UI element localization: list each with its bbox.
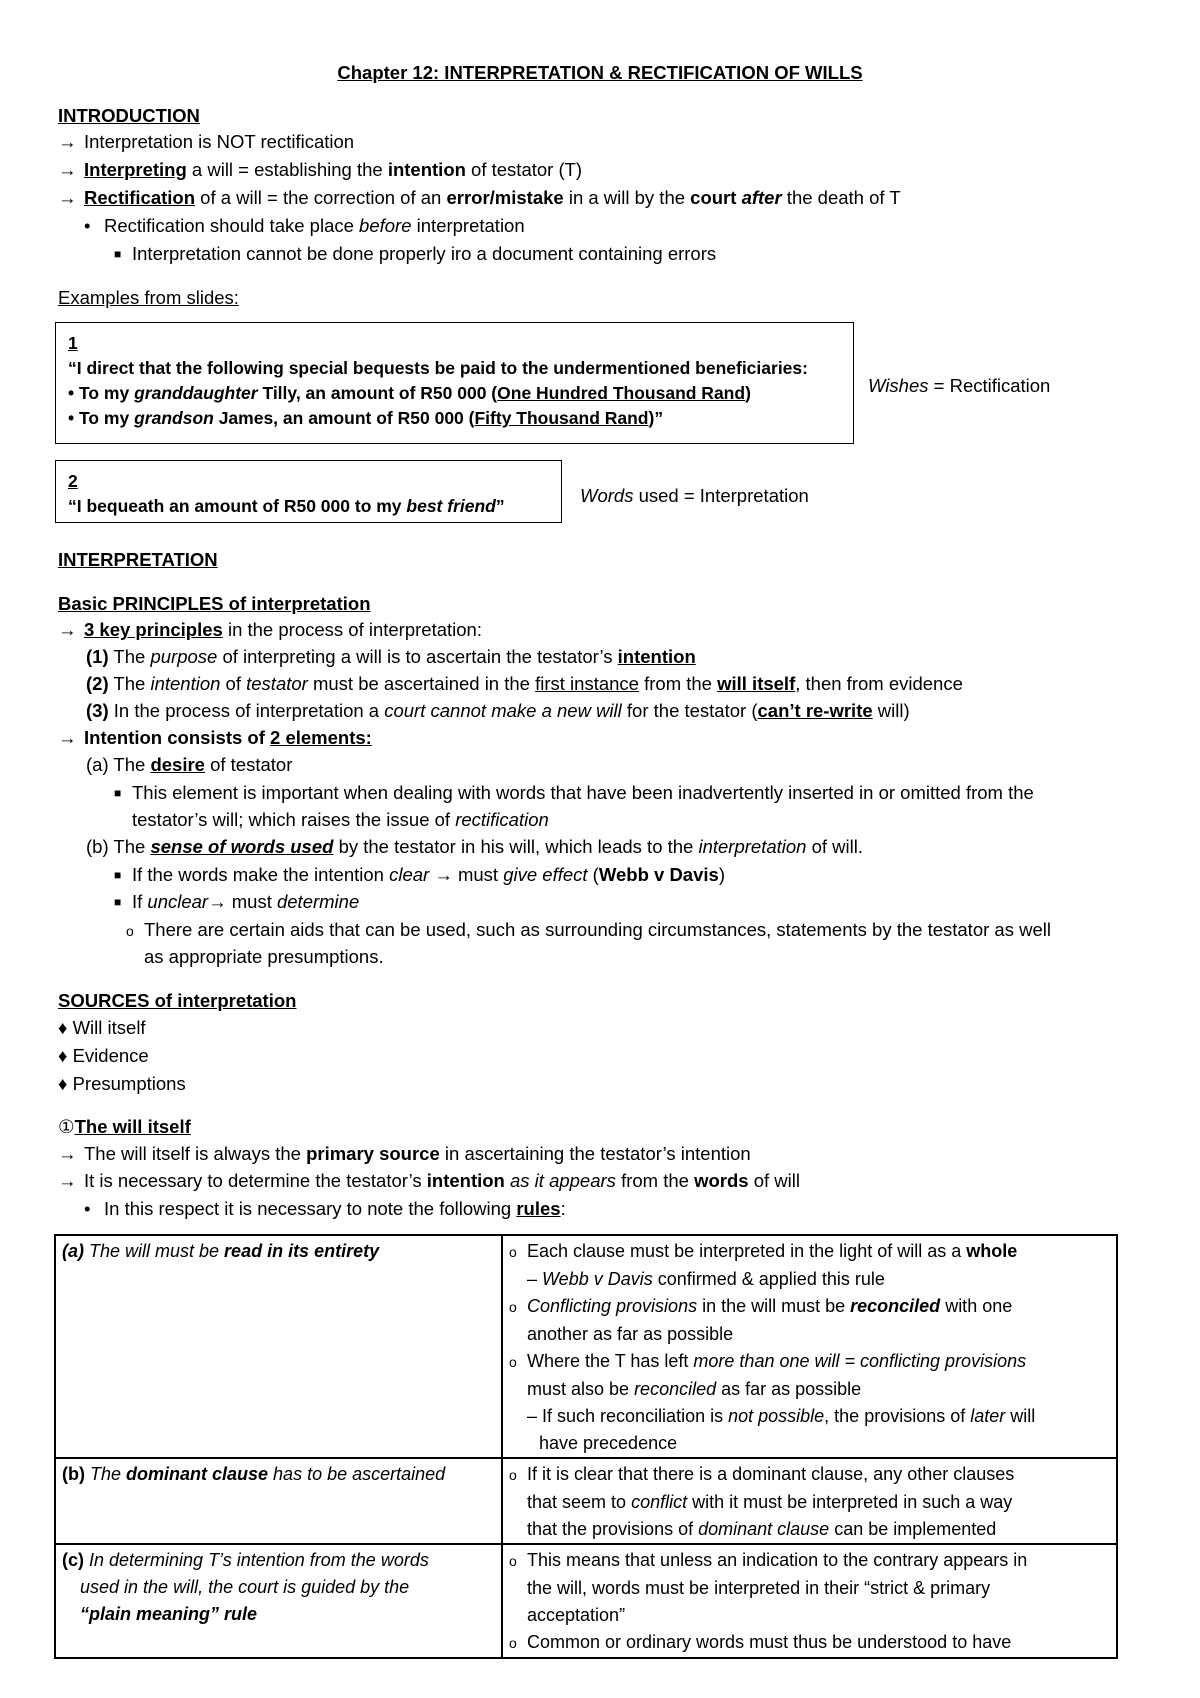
principle-2: (2) The intention of testator must be ascertained in the first instance from the will itself, then from evidence bbox=[86, 673, 963, 694]
page-title: Chapter 12: INTERPRETATION & RECTIFICATION OF WILLS bbox=[337, 62, 863, 83]
arrow-icon: → bbox=[58, 187, 77, 208]
example-2-number: 2 bbox=[68, 471, 78, 491]
diamond-bullet-icon: ♦ bbox=[58, 1045, 73, 1066]
basic-principles-heading: Basic PRINCIPLES of interpretation bbox=[58, 593, 371, 614]
example-1-box bbox=[55, 322, 854, 444]
intro-sub-2: ■ Interpretation cannot be done properly iro a document containing errors bbox=[114, 240, 716, 269]
intro-heading: INTRODUCTION bbox=[58, 105, 200, 126]
element-b: (b) The sense of words used by the testator in his will, which leads to the interpretation of will. bbox=[86, 836, 864, 857]
examples-heading: Examples from slides: bbox=[58, 287, 239, 308]
bullet-icon: • bbox=[84, 215, 91, 236]
source-item: ♦ Presumptions bbox=[58, 1073, 186, 1094]
arrow-icon: → bbox=[58, 159, 77, 180]
element-b-sub-3-cont: as appropriate presumptions. bbox=[144, 946, 384, 967]
table-row bbox=[55, 1544, 1117, 1658]
example-1-line-1: “I direct that the following special bequests be paid to the undermentioned beneficiaries: bbox=[68, 358, 808, 378]
example-1-line-2: • To my granddaughter Tilly, an amount of R50 000 (One Hundred Thousand Rand) bbox=[68, 383, 751, 403]
example-1-note: Wishes = Rectification bbox=[868, 375, 1051, 396]
intro-line-3: → Rectification of a will = the correction of an error/mistake in a will by the court after the death of T bbox=[58, 184, 901, 212]
will-itself-heading: ①The will itself bbox=[58, 1116, 191, 1137]
key-principles-line: → 3 key principles in the process of interpretation: bbox=[58, 616, 482, 644]
arrow-icon: → bbox=[58, 131, 77, 152]
circle-bullet-icon: o bbox=[509, 1553, 517, 1569]
circle-bullet-icon: o bbox=[126, 923, 134, 939]
rule-a-detail: o Each clause must be interpreted in the light of will as a whole – Webb v Davis confirmed & applied this rule o Conflicting provisions in the will must be reconciled with one another as far as possible o Where the T has left more than one will = conflicting provisions must also be reconciled as far as possible – If such reconciliation is not possible, the provisions of later will have precedence bbox=[502, 1235, 1117, 1458]
will-itself-line-1: → The will itself is always the primary source in ascertaining the testator’s intention bbox=[58, 1140, 751, 1168]
table-row bbox=[55, 1235, 1117, 1458]
circled-one-icon: ① bbox=[58, 1116, 75, 1137]
example-2-box bbox=[55, 460, 562, 523]
example-1-number: 1 bbox=[68, 333, 78, 353]
rule-c-detail: o This means that unless an indication to the contrary appears in the will, words must be interpreted in their “strict & primary acceptation” o Common or ordinary words must thus be understood to have bbox=[502, 1544, 1117, 1658]
intro-sub-1: • Rectification should take place before interpretation bbox=[84, 212, 525, 240]
interpretation-heading: INTERPRETATION bbox=[58, 549, 218, 570]
rule-b-cell: (b) The dominant clause has to be ascertained bbox=[55, 1458, 502, 1544]
square-bullet-icon: ■ bbox=[114, 868, 122, 882]
principle-1: (1) The purpose of interpreting a will is to ascertain the testator’s intention bbox=[86, 646, 696, 667]
element-b-sub-3: o There are certain aids that can be used, such as surrounding circumstances, statements by the testator as well bbox=[126, 916, 1051, 946]
source-item: ♦ Will itself bbox=[58, 1017, 146, 1038]
rules-table bbox=[54, 1234, 1118, 1659]
intention-elements-line: → Intention consists of 2 elements: bbox=[58, 724, 372, 752]
circle-bullet-icon: o bbox=[509, 1299, 517, 1315]
diamond-bullet-icon: ♦ bbox=[58, 1073, 73, 1094]
element-b-sub-1: ■ If the words make the intention clear → must give effect (Webb v Davis) bbox=[114, 861, 725, 890]
table-row bbox=[55, 1458, 1117, 1544]
rule-c-cell: (c) In determining T’s intention from the words used in the will, the court is guided by the “plain meaning” rule bbox=[55, 1544, 502, 1658]
square-bullet-icon: ■ bbox=[114, 786, 122, 800]
principle-3: (3) In the process of interpretation a court cannot make a new will for the testator (can’t re-write will) bbox=[86, 700, 910, 721]
element-a-sub-1: ■ This element is important when dealing with words that have been inadvertently inserted in or omitted from the bbox=[114, 779, 1034, 808]
example-2-line: “I bequeath an amount of R50 000 to my best friend” bbox=[68, 496, 505, 516]
arrow-icon: → bbox=[58, 1170, 77, 1191]
will-itself-line-3: • In this respect it is necessary to note the following rules: bbox=[84, 1195, 566, 1223]
circle-bullet-icon: o bbox=[509, 1635, 517, 1651]
rule-b-detail: o If it is clear that there is a dominant clause, any other clauses that seem to conflict with it must be interpreted in such a way that the provisions of dominant clause can be implemented bbox=[502, 1458, 1117, 1544]
will-itself-line-2: → It is necessary to determine the testator’s intention as it appears from the words of will bbox=[58, 1167, 800, 1195]
arrow-icon: → bbox=[58, 1143, 77, 1164]
circle-bullet-icon: o bbox=[509, 1354, 517, 1370]
sources-heading: SOURCES of interpretation bbox=[58, 990, 297, 1011]
intro-line-2: → Interpreting a will = establishing the intention of testator (T) bbox=[58, 156, 582, 184]
circle-bullet-icon: o bbox=[509, 1244, 517, 1260]
diamond-bullet-icon: ♦ bbox=[58, 1017, 73, 1038]
element-a: (a) The desire of testator bbox=[86, 754, 293, 775]
square-bullet-icon: ■ bbox=[114, 247, 122, 261]
element-a-sub-2: testator’s will; which raises the issue of rectification bbox=[132, 809, 549, 830]
intro-line-1: → Interpretation is NOT rectification bbox=[58, 128, 354, 156]
example-2-note: Words used = Interpretation bbox=[580, 485, 809, 506]
source-item: ♦ Evidence bbox=[58, 1045, 149, 1066]
arrow-icon: → bbox=[58, 727, 77, 748]
square-bullet-icon: ■ bbox=[114, 895, 122, 909]
bullet-icon: • bbox=[84, 1198, 91, 1219]
circle-bullet-icon: o bbox=[509, 1467, 517, 1483]
element-b-sub-2: ■ If unclear→ must determine bbox=[114, 888, 359, 917]
arrow-icon: → bbox=[58, 619, 77, 640]
example-1-line-3: • To my grandson James, an amount of R50 000 (Fifty Thousand Rand)” bbox=[68, 408, 664, 428]
rule-a-cell: (a) The will must be read in its entirety bbox=[55, 1235, 502, 1458]
